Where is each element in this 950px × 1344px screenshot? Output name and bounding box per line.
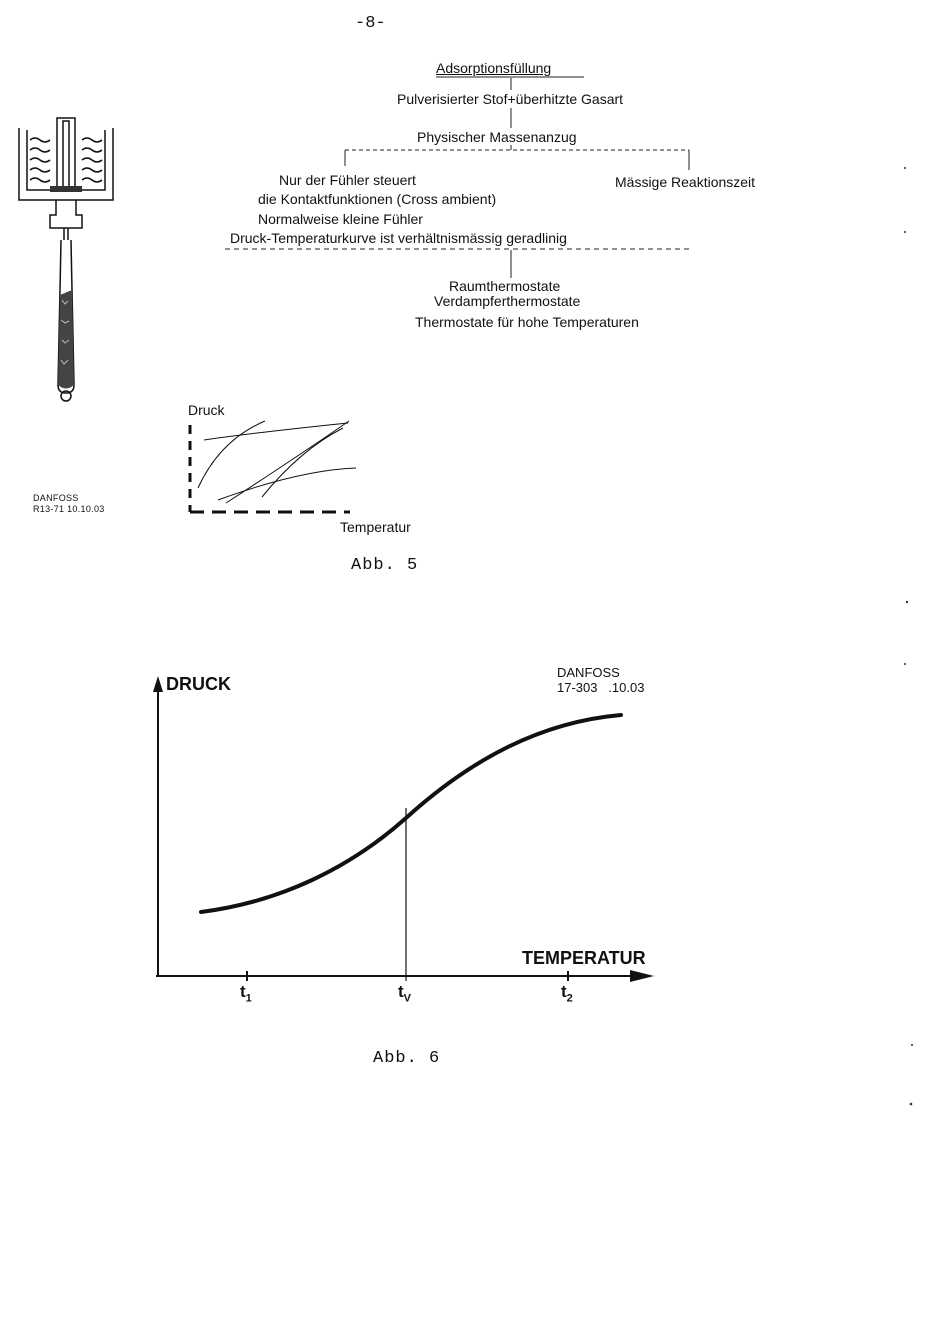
sensor-brand: DANFOSS [33, 493, 79, 503]
tree-connectors [225, 77, 689, 278]
fig6-code: 17-303 .10.03 [557, 680, 645, 695]
tree-left-item: die Kontaktfunktionen (Cross ambient) [258, 191, 497, 207]
fig6-ylabel: DRUCK [166, 674, 231, 694]
tree-left-item: Nur der Fühler steuert [279, 172, 416, 188]
fig6-brand: DANFOSS [557, 665, 620, 680]
fig6-caption: Abb. 6 [373, 1049, 441, 1068]
fig6-xlabel: TEMPERATUR [522, 948, 646, 968]
tree-bottom-item: Verdampferthermostate [434, 293, 581, 309]
page-number: -8- [355, 14, 386, 33]
tree-bottom-item: Thermostate für hohe Temperaturen [415, 314, 639, 330]
scan-specks [904, 167, 913, 1105]
tree-line-2: Physischer Massenanzug [417, 129, 577, 145]
fig6-tick-t1: $t_1$ [240, 982, 252, 1005]
tree-title: Adsorptionsfüllung [436, 60, 552, 76]
tree-left-item: Druck-Temperaturkurve ist verhältnismässig geradlinig [230, 230, 567, 246]
tree-right-item: Mässige Reaktionszeit [615, 174, 756, 190]
fig5-ylabel: Druck [188, 402, 225, 418]
tree-left-item: Normalweise kleine Fühler [258, 211, 423, 227]
sensor-granules [58, 290, 74, 389]
fig6-chart [153, 676, 654, 982]
tree-bottom-item: Raumthermostate [449, 278, 561, 294]
tree-line-1: Pulverisierter Stof+überhitzte Gasart [397, 91, 624, 107]
fig5-chart [190, 421, 356, 512]
fig5-caption: Abb. 5 [351, 556, 419, 575]
fig5-xlabel: Temperatur [340, 519, 411, 535]
sensor-code: R13-71 10.10.03 [33, 504, 105, 514]
fig6-tick-t2: $t_2$ [561, 982, 573, 1005]
fig6-tick-tv: $t_V$ [398, 982, 412, 1005]
